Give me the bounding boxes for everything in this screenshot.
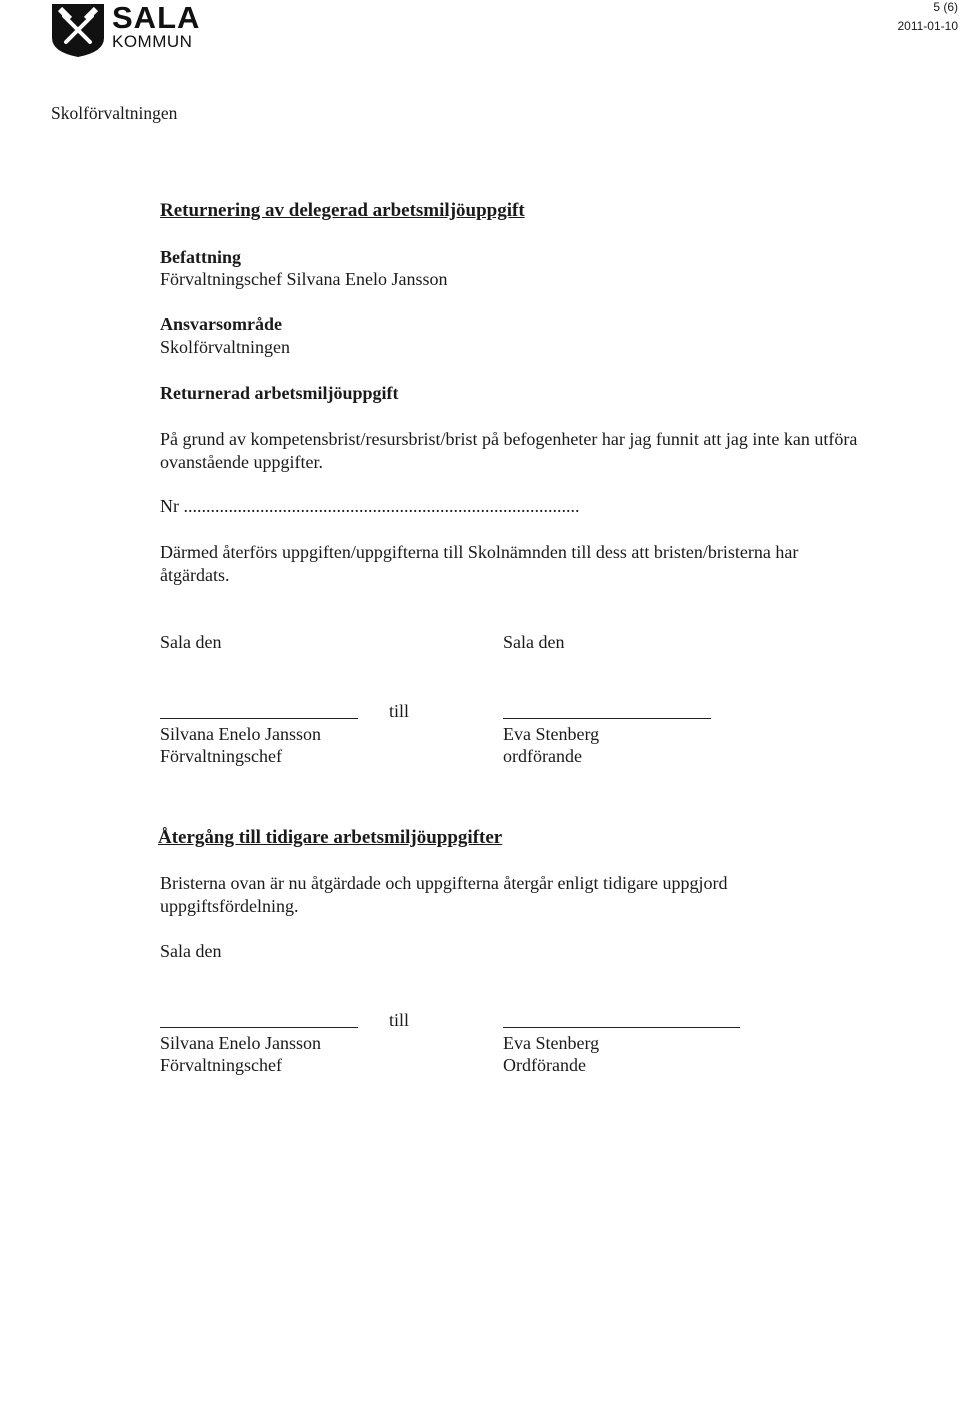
- signer-left-role: Förvaltningschef: [160, 1055, 282, 1075]
- page-info: [898, 0, 959, 33]
- sala-den-right: Sala den: [503, 632, 565, 652]
- till-label: till: [389, 701, 410, 721]
- signer-left-name: Silvana Enelo Jansson: [160, 1033, 321, 1053]
- page-number: 5 (6): [933, 0, 958, 14]
- signature-line-right: [503, 718, 711, 719]
- befattning-value: Förvaltningschef Silvana Enelo Jansson: [160, 269, 448, 289]
- signer-right-role: ordförande: [503, 746, 582, 766]
- document-date: 2011-01-10: [897, 19, 958, 33]
- ansvar-label: Ansvarsområde: [160, 314, 282, 334]
- reason-paragraph: På grund av kompetensbrist/resursbrist/brist på befogenheter har jag funnit att jag inte kan utföra ovanstående uppgifter.: [160, 429, 858, 472]
- department-name: Skolförvaltningen: [51, 103, 178, 123]
- befattning-label: Befattning: [160, 247, 241, 267]
- section2-title: Återgång till tidigare arbetsmiljöuppgifter: [158, 827, 503, 848]
- returnerad-label: Returnerad arbetsmiljöuppgift: [160, 383, 399, 403]
- sala-den-left: Sala den: [160, 632, 222, 652]
- sala-kommun-logo: [50, 2, 200, 58]
- signer-left-role: Förvaltningschef: [160, 746, 282, 766]
- sala-den: Sala den: [160, 941, 222, 961]
- coat-of-arms-icon: [50, 2, 106, 58]
- signer-left-name: Silvana Enelo Jansson: [160, 724, 321, 744]
- resolution-paragraph: Bristerna ovan är nu åtgärdade och uppgifterna återgår enligt tidigare uppgjord uppgiftsfördelning.: [160, 873, 728, 916]
- logo-text: [112, 2, 200, 51]
- section1-title: Returnering av delegerad arbetsmiljöuppgift: [160, 200, 525, 221]
- signature-line-left: [160, 718, 358, 719]
- signer-right-name: Eva Stenberg: [503, 1033, 600, 1053]
- return-paragraph: Därmed återförs uppgiften/uppgifterna till Skolnämnden till dess att bristen/bristerna har åtgärdats.: [160, 542, 799, 585]
- signer-right-name: Eva Stenberg: [503, 724, 600, 744]
- ansvar-value: Skolförvaltningen: [160, 337, 290, 357]
- till-label: till: [389, 1010, 410, 1030]
- logo-sub: KOMMUN: [112, 32, 193, 51]
- nr-line: Nr ........................................................................................: [160, 496, 580, 516]
- logo-name: SALA: [112, 0, 201, 35]
- signer-right-role: Ordförande: [503, 1055, 586, 1075]
- signature-line-left: [160, 1027, 358, 1028]
- signature-line-right: [503, 1027, 740, 1028]
